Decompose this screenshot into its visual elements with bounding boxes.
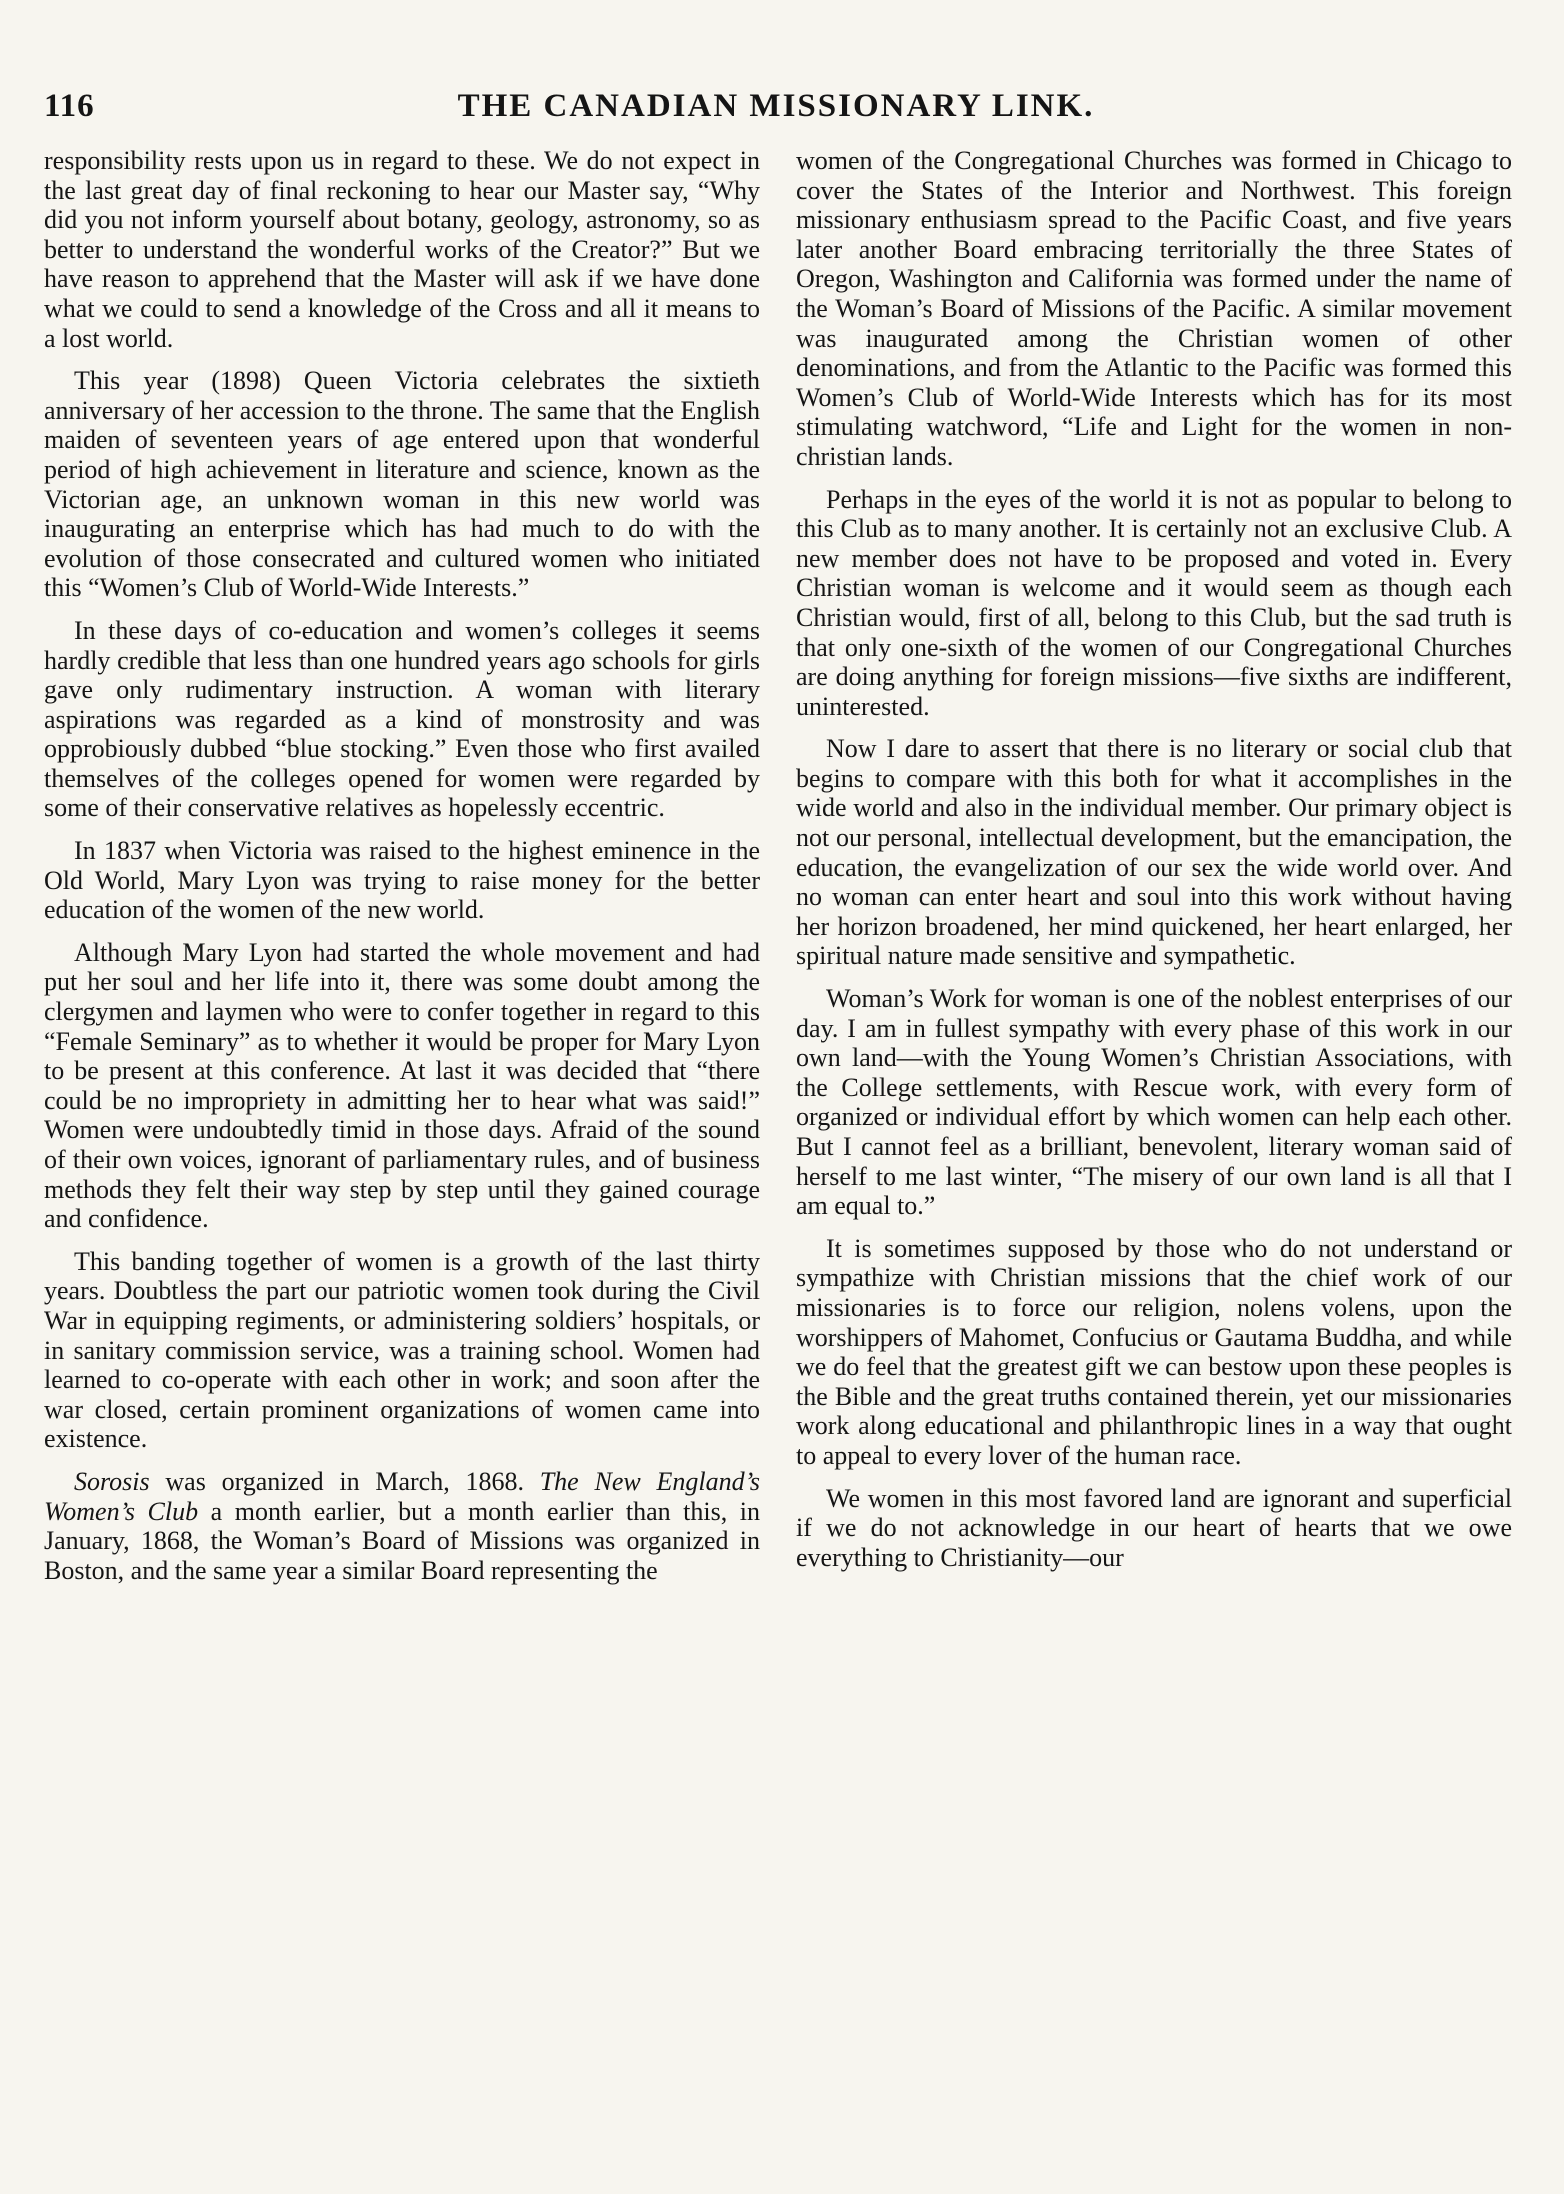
paragraph: Although Mary Lyon had started the whole movement and had put her soul and her life into it, there was some doubt among the clergymen and laymen who were to confer together in regard to this “Female Seminary” as to whether it would be proper for Mary Lyon to be present at this conference. At last it was decided that “there could be no impropriety in admitting her to hear what was said!” Women were undoubtedly timid in those days. Afraid of the sound of their own voices, ignorant of parliamentary rules, and of business methods they felt their way step by step until they gained courage and confidence. <box>44 937 760 1234</box>
right-column <box>796 146 1512 2166</box>
paragraph: This banding together of women is a growth of the last thirty years. Doubtless the part our patriotic women took during the Civil War in equipping regiments, or administering soldiers’ hospitals, or in sanitary commission service, was a training school. Women had learned to co-operate with each other in work; and soon after the war closed, certain prominent organizations of women came into existence. <box>44 1246 760 1454</box>
paragraph: This year (1898) Queen Victoria celebrates the sixtieth anniversary of her accession to the throne. The same that the English maiden of seventeen years of age entered upon that wonderful period of high achievement in literature and science, known as the Victorian age, an unknown woman in this new world was inaugurating an enterprise which has had much to do with the evolution of those consecrated and cultured women who initiated this “Women’s Club of World-Wide Interests.” <box>44 366 760 603</box>
paragraph <box>44 1467 760 1585</box>
running-title: THE CANADIAN MISSIONARY LINK. <box>457 88 1095 124</box>
paragraph: In these days of co-education and women’s colleges it seems hardly credible that less than one hundred years ago schools for girls gave only rudimentary instruction. A woman with literary aspirations was regarded as a kind of monstrosity and was opprobiously dubbed “blue stocking.” Even those who first availed themselves of the colleges opened for women were regarded by some of their conservative relatives as hopelessly eccentric. <box>44 615 760 823</box>
paragraph: Now I dare to assert that there is no literary or social club that begins to compare with this both for what it accomplishes in the wide world and also in the individual member. Our primary object is not our personal, intellectual development, but the emancipation, the education, the evangelization of our sex the wide world over. And no woman can enter heart and soul into this work without having her horizon broadened, her mind quickened, her heart enlarged, her spiritual nature made sensitive and sympathetic. <box>796 734 1512 971</box>
paragraph: Woman’s Work for woman is one of the noblest enterprises of our day. I am in fullest sympathy with every phase of this work in our own land—with the Young Women’s Christian Associations, with the College settlements, with Rescue work, with every form of organized or individual effort by which women can help each other. But I cannot feel as a brilliant, benevolent, literary woman said of herself to me last winter, “The misery of our own land is all that I am equal to.” <box>796 984 1512 1221</box>
paragraph: Perhaps in the eyes of the world it is not as popular to belong to this Club as to many another. It is certainly not an exclusive Club. A new member does not have to be proposed and voted in. Every Christian woman is welcome and it would seem as though each Christian would, first of all, belong to this Club, but the sad truth is that only one-sixth of the women of our Congregational Churches are doing anything for foreign missions—five sixths are indifferent, uninterested. <box>796 484 1512 721</box>
italic-title-sorosis: Sorosis <box>74 1466 150 1496</box>
left-column <box>44 146 760 2166</box>
paragraph: It is sometimes supposed by those who do not understand or sympathize with Christian missions that the chief work of our missionaries is to force our religion, nolens volens, upon the worshippers of Mahomet, Confucius or Gautama Buddha, and while we do feel that the greatest gift we can bestow upon these peoples is the Bible and the great truths contained therein, yet our missionaries work along educational and philanthropic lines in a way that ought to appeal to every lover of the human race. <box>796 1233 1512 1470</box>
text-columns <box>44 146 1512 2166</box>
paragraph-text: a month earlier, but a month earlier than this, in January, 1868, the Woman’s Board of Missions was organized in Boston, and the same year a similar Board representing the <box>44 1496 761 1585</box>
paragraph: women of the Congregational Churches was formed in Chicago to cover the States of the Interior and Northwest. This foreign missionary enthusiasm spread to the Pacific Coast, and five years later another Board embracing territorially the three States of Oregon, Washington and California was formed under the name of the Woman’s Board of Missions of the Pacific. A similar movement was inaugurated among the Christian women of other denominations, and from the Atlantic to the Pacific was formed this Women’s Club of World-Wide Interests which has for its most stimulating watchword, “Life and Light for the women in non-christian lands. <box>796 146 1512 471</box>
paragraph: In 1837 when Victoria was raised to the highest eminence in the Old World, Mary Lyon was trying to raise money for the better education of the women of the new world. <box>44 836 760 925</box>
page-header <box>44 88 1508 138</box>
page-number: 116 <box>44 88 95 124</box>
paragraph: responsibility rests upon us in regard to these. We do not expect in the last great day of final reckoning to hear our Master say, “Why did you not inform yourself about botany, geology, astronomy, so as better to understand the wonderful works of the Creator?” But we have reason to apprehend that the Master will ask if we have done what we could to send a knowledge of the Cross and all it means to a lost world. <box>44 146 760 353</box>
paragraph-text: was organized in March, 1868. <box>149 1466 540 1496</box>
paragraph: We women in this most favored land are ignorant and superficial if we do not acknowledge in our heart of hearts that we owe everything to Christianity—our <box>796 1483 1512 1572</box>
italic-title-new-england-club: The New England’s Women’s Club <box>44 1466 760 1526</box>
